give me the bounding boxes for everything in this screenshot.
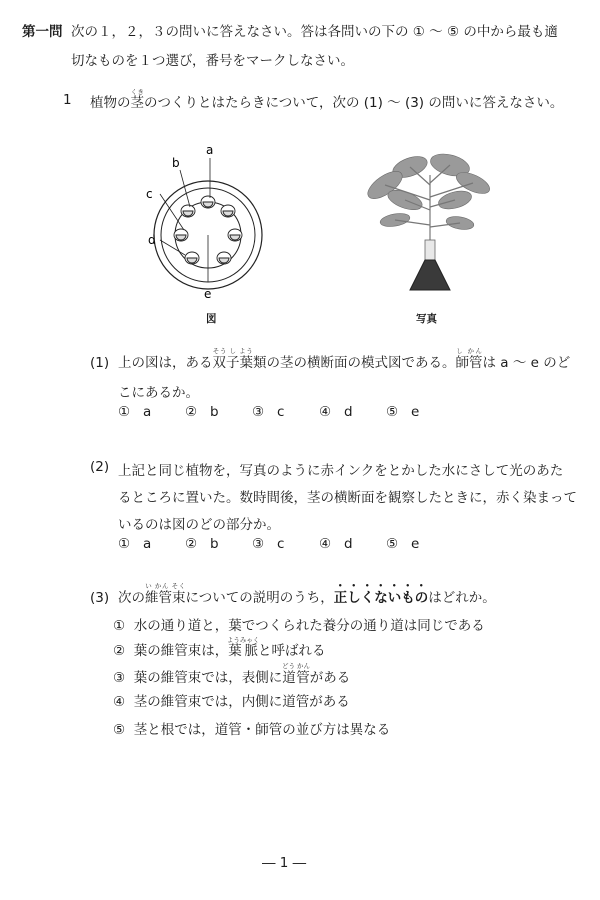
label-c: c <box>146 187 153 201</box>
section-title: 植物の茎くきのつくりとはたらきについて，次の (1) ～ (3) の問いに答えなさい。 <box>90 88 564 111</box>
figure-caption: 図 <box>206 313 217 325</box>
q1-text-line-2: こにあるか。 <box>118 385 199 401</box>
q2-text-line-1: 上記と同じ植物を，写真のように赤インクをとかした水にさして光のあた <box>118 463 564 479</box>
q1-number: (1) <box>90 355 110 371</box>
q3-text: 次の維管束い かん そくについての説明のうち，正しくないものはどれか。 <box>118 582 496 606</box>
q1-option-3[interactable]: ③ c <box>252 404 285 420</box>
q1-option-5[interactable]: ⑤ e <box>386 404 420 420</box>
page-number: ― 1 ― <box>262 855 307 871</box>
q1-option-1[interactable]: ① a <box>118 404 152 420</box>
label-a: a <box>206 143 214 157</box>
q3-option-5[interactable]: ⑤ 茎と根では，道管・師管の並び方は異なる <box>113 722 391 738</box>
q2-option-4[interactable]: ④ d <box>319 536 353 552</box>
q1-text-line-1: 上の図は，ある双子葉そう し よう類の茎の横断面の模式図である。師管し かんは a ～ e のど <box>118 347 571 371</box>
q3-option-1[interactable]: ① 水の通り道と，葉でつくられた養分の通り道は同じである <box>113 618 485 634</box>
q3-emphasis: 正しくないもの <box>333 590 429 606</box>
q1-option-4[interactable]: ④ d <box>319 404 353 420</box>
q3-option-3[interactable]: ③ 葉の維管束では，表側に道管どう かんがある <box>113 662 351 686</box>
label-b: b <box>172 156 180 170</box>
q2-option-3[interactable]: ③ c <box>252 536 285 552</box>
q3-option-2[interactable]: ② 葉の維管束は，葉脈ようみゃくと呼ばれる <box>113 636 326 659</box>
q2-option-1[interactable]: ① a <box>118 536 152 552</box>
q2-number: (2) <box>90 459 110 475</box>
photo-caption: 写真 <box>416 313 437 325</box>
label-d: d <box>148 233 156 247</box>
q3-option-4[interactable]: ④ 茎の維管束では，内側に道管がある <box>113 694 350 710</box>
q2-option-5[interactable]: ⑤ e <box>386 536 420 552</box>
stem-cross-section-diagram <box>130 140 280 315</box>
q1-option-2[interactable]: ② b <box>185 404 219 420</box>
label-e: e <box>204 287 212 301</box>
plant-in-flask-photo <box>355 145 505 300</box>
instruction-line-1: 次の１，２，３の問いに答えなさい。答は各問いの下の ① ～ ⑤ の中から最も適 <box>71 24 558 40</box>
q3-number: (3) <box>90 590 110 606</box>
section-number: 1 <box>63 92 72 108</box>
q2-text-line-2: るところに置いた。数時間後，茎の横断面を観察したときに，赤く染まって <box>118 490 577 506</box>
q2-option-2[interactable]: ② b <box>185 536 219 552</box>
instruction-line-2: 切なものを１つ選び，番号をマークしなさい。 <box>71 53 354 69</box>
question-label: 第一問 <box>22 24 63 40</box>
q2-text-line-3: いるのは図のどの部分か。 <box>118 517 280 533</box>
